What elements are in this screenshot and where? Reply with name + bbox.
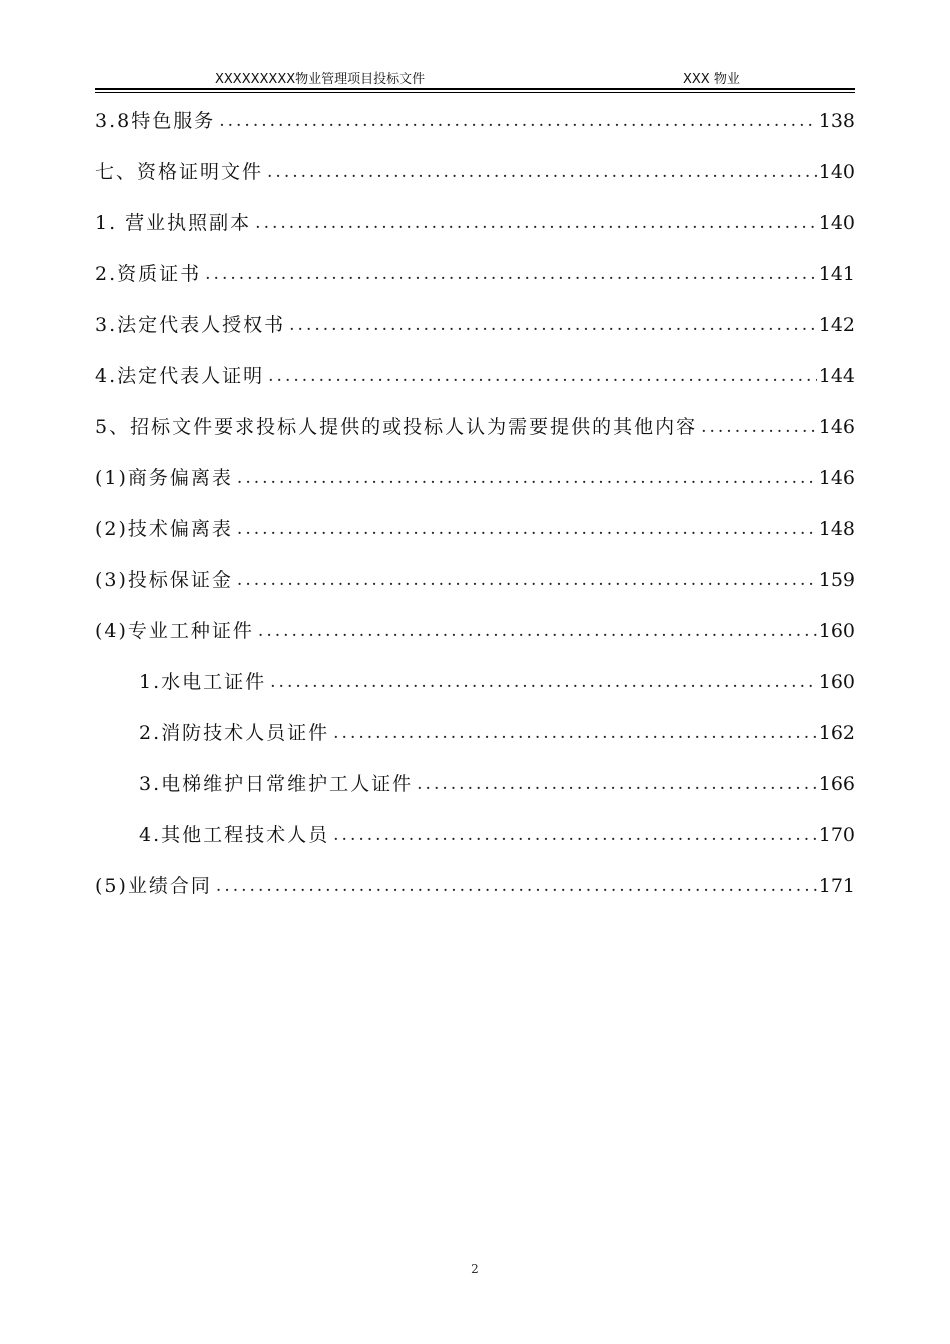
toc-entry-title: 4.法定代表人证明 (95, 364, 265, 387)
toc-entry[interactable] (95, 146, 855, 197)
toc-entry-page-number: 160 (818, 670, 855, 693)
page-header (95, 66, 855, 88)
toc-dot-leader (237, 516, 817, 542)
toc-entry[interactable] (95, 299, 855, 350)
toc-entry[interactable] (95, 503, 855, 554)
toc-entry[interactable] (95, 707, 855, 758)
toc-dot-leader (333, 822, 817, 848)
toc-entry-title: 2.资质证书 (95, 262, 202, 285)
toc-entry-title: (5)业绩合同 (95, 874, 212, 897)
toc-entry[interactable] (95, 95, 855, 146)
toc-entry-page-number: 144 (818, 364, 855, 387)
toc-entry[interactable] (95, 860, 855, 911)
toc-entry-title: 3.法定代表人授权书 (95, 313, 286, 336)
toc-entry-page-number: 146 (818, 415, 855, 438)
toc-dot-leader (205, 261, 817, 287)
toc-entry-page-number: 138 (818, 109, 855, 132)
header-rule-thin (95, 92, 855, 93)
toc-dot-leader (258, 618, 817, 644)
toc-dot-leader (417, 771, 817, 797)
toc-entry[interactable] (95, 656, 855, 707)
header-rule-thick (95, 88, 855, 90)
toc-dot-leader (255, 210, 817, 236)
toc-entry[interactable] (95, 605, 855, 656)
toc-entry-page-number: 162 (818, 721, 855, 744)
toc-dot-leader (333, 720, 817, 746)
toc-dot-leader (237, 465, 817, 491)
toc-entry-title: 七、资格证明文件 (95, 160, 264, 183)
toc-entry-page-number: 160 (818, 619, 855, 642)
toc-entry-page-number: 141 (818, 262, 855, 285)
toc-entry[interactable] (95, 809, 855, 860)
header-document-title: XXXXXXXXX物业管理项目投标文件 (215, 72, 426, 87)
toc-dot-leader (268, 363, 817, 389)
toc-entry-page-number: 146 (818, 466, 855, 489)
toc-entry-page-number: 159 (818, 568, 855, 591)
page-number: 2 (471, 1262, 479, 1276)
toc-entry-title: (4)专业工种证件 (95, 619, 254, 642)
toc-entry[interactable] (95, 554, 855, 605)
toc-dot-leader (219, 108, 817, 134)
toc-entry-title: (1)商务偏离表 (95, 466, 233, 489)
toc-dot-leader (289, 312, 817, 338)
toc-entry[interactable] (95, 197, 855, 248)
toc-entry-title: 1. 营业执照副本 (95, 211, 252, 234)
toc-dot-leader (216, 873, 817, 899)
toc-entry-page-number: 171 (818, 874, 855, 897)
toc-entry-title: (2)技术偏离表 (95, 517, 233, 540)
toc-dot-leader (270, 669, 817, 695)
toc-entry-title: 2.消防技术人员证件 (139, 721, 330, 744)
toc-entry-title: 1.水电工证件 (139, 670, 267, 693)
toc-dot-leader (237, 567, 817, 593)
toc-entry[interactable] (95, 452, 855, 503)
table-of-contents (95, 95, 855, 911)
toc-entry-title: 3.8特色服务 (95, 109, 216, 132)
toc-entry-title: (3)投标保证金 (95, 568, 233, 591)
toc-entry[interactable] (95, 350, 855, 401)
toc-dot-leader (267, 159, 817, 185)
toc-entry-page-number: 148 (818, 517, 855, 540)
toc-dot-leader (701, 414, 817, 440)
toc-entry-title: 4.其他工程技术人员 (139, 823, 330, 846)
toc-entry-page-number: 140 (818, 160, 855, 183)
toc-entry-page-number: 142 (818, 313, 855, 336)
toc-entry[interactable] (95, 758, 855, 809)
toc-entry-title: 3.电梯维护日常维护工人证件 (139, 772, 414, 795)
toc-entry[interactable] (95, 401, 855, 452)
toc-entry-page-number: 170 (818, 823, 855, 846)
toc-entry-title: 5、招标文件要求投标人提供的或投标人认为需要提供的其他内容 (95, 415, 698, 438)
toc-entry-page-number: 140 (818, 211, 855, 234)
toc-entry-page-number: 166 (818, 772, 855, 795)
toc-entry[interactable] (95, 248, 855, 299)
header-company-name: XXX 物业 (683, 72, 740, 87)
